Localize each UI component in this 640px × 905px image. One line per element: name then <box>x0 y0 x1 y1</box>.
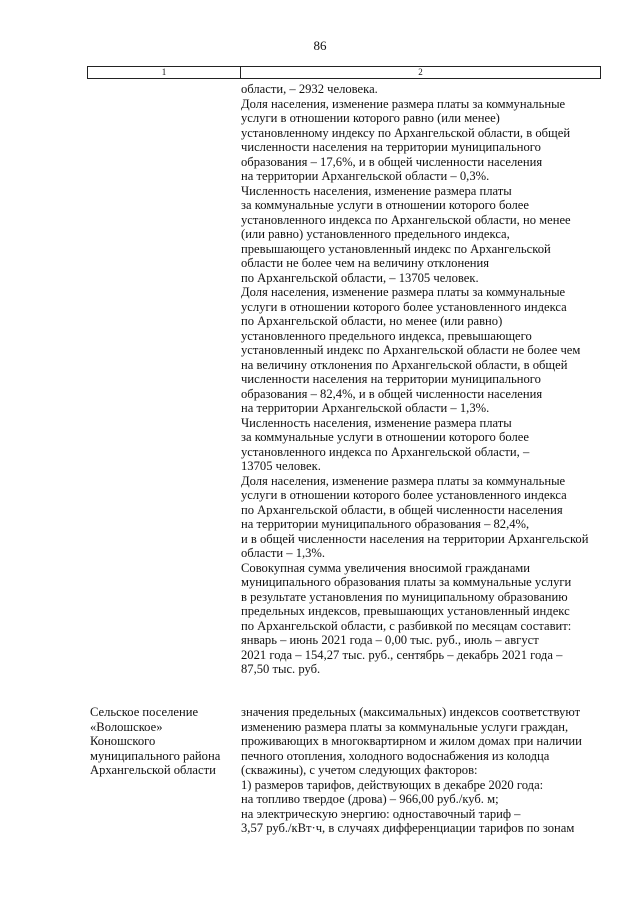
text-line: на территории Архангельской области – 0,3%. <box>241 169 490 183</box>
text-line: области не более чем на величину отклонения <box>241 256 490 270</box>
text-line: 1) размеров тарифов, действующих в декабре 2020 года: <box>241 777 544 792</box>
text-line: по Архангельской области, – 13705 человек. <box>241 270 479 285</box>
text-line: области, – 2932 человека. <box>241 82 378 96</box>
text-line: установленного индекса по Архангельской области, но менее <box>241 212 571 227</box>
table-header <box>87 66 601 79</box>
text-line: установленного индекса по Архангельской области, – <box>241 444 530 459</box>
table-header-col2: 2 <box>418 67 423 77</box>
settlement-name <box>90 705 238 778</box>
text-line: январь – июнь 2021 года – 0,00 тыс. руб., июль – август <box>241 633 539 647</box>
text-line: по Архангельской области, но менее (или равно) <box>241 314 503 328</box>
text-line: на территории Архангельской области – 1,3%. <box>241 401 490 415</box>
text-line: за коммунальные услуги в отношении которого более <box>241 198 529 212</box>
text-line: печного отопления, холодного водоснабжения из колодца <box>241 748 550 763</box>
text-line: 2021 года – 154,27 тыс. руб., сентябрь – декабрь 2021 года – <box>241 647 563 662</box>
text-line: образования – 17,6%, и в общей численности населения <box>241 154 543 169</box>
text-line: 13705 человек. <box>241 459 321 473</box>
text-line: и в общей численности населения на территории Архангельской <box>241 531 589 546</box>
text-line: превышающего установленный индекс по Архангельской <box>241 241 551 256</box>
text-line: 3,57 руб./кВт·ч, в случаях дифференциации тарифов по зонам <box>241 821 575 835</box>
text-line: 87,50 тыс. руб. <box>241 662 321 676</box>
text-line: услуги в отношении которого более установленного индекса <box>241 488 567 502</box>
row2-right-text <box>241 705 603 836</box>
text-line: установленный индекс по Архангельской области не более чем <box>241 343 581 357</box>
text-line: по Архангельской области, с разбивкой по месяцам составит: <box>241 618 572 633</box>
text-line: (скважины), с учетом следующих факторов: <box>241 763 478 777</box>
text-line: численности населения на территории муниципального <box>241 372 541 386</box>
text-line: на величину отклонения по Архангельской области, в общей <box>241 357 568 372</box>
text-line: на территории муниципального образования – 82,4%, <box>241 517 530 531</box>
text-line: значения предельных (максимальных) индексов соответствуют <box>241 705 581 719</box>
text-line: в результате установления по муниципальному образованию <box>241 589 568 604</box>
text-line: Совокупная сумма увеличения вносимой гражданами <box>241 560 530 575</box>
settlement-name-line: муниципального района <box>90 748 221 763</box>
text-line: области – 1,3%. <box>241 546 326 560</box>
text-line: Численность населения, изменение размера платы <box>241 415 512 430</box>
text-line: услуги в отношении которого равно (или менее) <box>241 111 500 125</box>
text-line: установленного предельного индекса, превышающего <box>241 328 532 343</box>
settlement-name-line: Коношского <box>90 734 156 748</box>
text-line: Доля населения, изменение размера платы за коммунальные <box>241 473 566 488</box>
text-line: Доля населения, изменение размера платы за коммунальные <box>241 96 566 111</box>
text-line: за коммунальные услуги в отношении которого более <box>241 430 529 444</box>
text-line: Доля населения, изменение размера платы за коммунальные <box>241 285 566 299</box>
text-line: на электрическую энергию: одноставочный тариф – <box>241 806 521 821</box>
text-line: проживающих в многоквартирном и жилом домах при наличии <box>241 734 582 748</box>
text-line: предельных индексов, превышающих установленный индекс <box>241 604 570 618</box>
settlement-name-line: Архангельской области <box>90 763 216 777</box>
text-line: Численность населения, изменение размера платы <box>241 183 512 198</box>
page-number: 86 <box>313 38 327 53</box>
text-line: услуги в отношении которого более установленного индекса <box>241 299 567 314</box>
text-line: численности населения на территории муниципального <box>241 140 541 154</box>
settlement-name-line: «Волошское» <box>90 719 163 734</box>
text-line: по Архангельской области, в общей численности населения <box>241 502 563 517</box>
text-line: (или равно) установленного предельного индекса, <box>241 227 510 241</box>
text-line: образования – 82,4%, и в общей численности населения <box>241 386 543 401</box>
row1-right-text <box>241 82 603 677</box>
table-header-col1: 1 <box>88 67 241 78</box>
text-line: на топливо твердое (дрова) – 966,00 руб./куб. м; <box>241 792 499 806</box>
text-line: муниципального образования платы за коммунальные услуги <box>241 575 572 589</box>
settlement-name-line: Сельское поселение <box>90 705 199 719</box>
text-line: изменению размера платы за коммунальные услуги граждан, <box>241 719 569 734</box>
text-line: установленному индексу по Архангельской области, в общей <box>241 125 571 140</box>
